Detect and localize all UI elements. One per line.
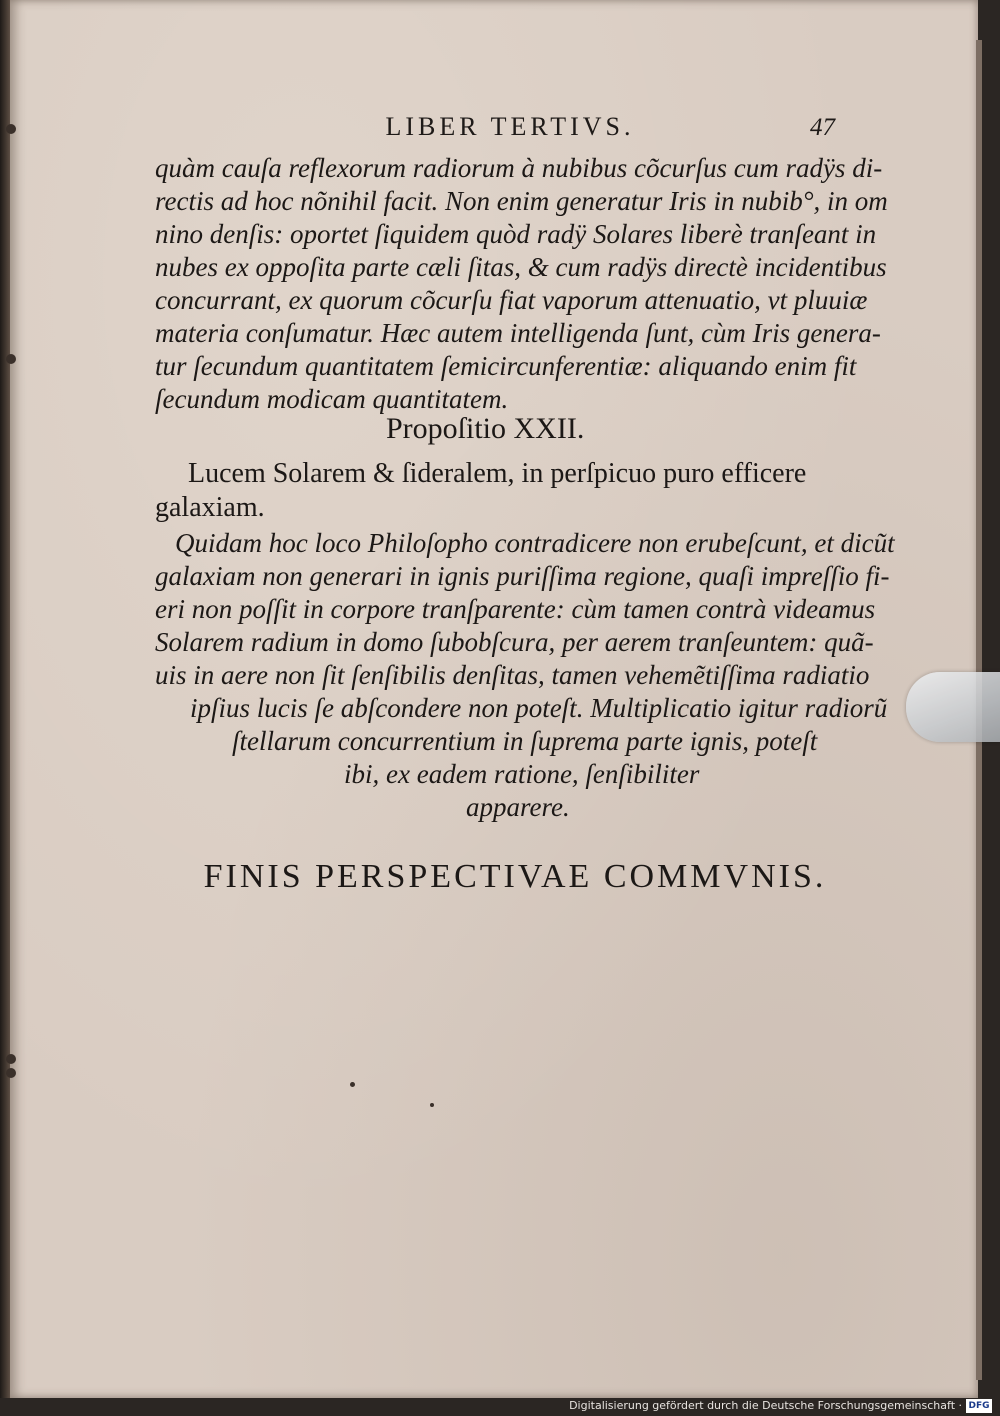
commentary-line: eri non poſſit in corpore tranſparente: cùm tamen contrà videamus [155, 594, 876, 624]
body-line: quàm cauſa reflexorum radiorum à nubibus cõcurſus cum radÿs di- [155, 153, 883, 183]
ink-speck [430, 1103, 434, 1107]
binding-stitch [6, 1068, 16, 1078]
finis-colophon: FINIS PERSPECTIVAE COMMVNIS. [203, 858, 827, 895]
commentary-line: ipſius lucis ſe abſcondere non poteſt. Multiplicatio igitur radiorũ [190, 693, 888, 723]
commentary-line: uis in aere non ſit ſenſibilis denſitas, tamen vehemẽtiſſima radiatio [155, 660, 870, 690]
proposition-title: Propoſitio XXII. [386, 412, 585, 445]
body-line: ſecundum modicam quantitatem. [155, 384, 509, 414]
body-line: nino denſis: oportet ſiquidem quòd radÿ Solares liberè tranſeant in [155, 219, 877, 249]
proposition-statement: galaxiam. [155, 492, 265, 523]
binding-stitch [6, 124, 16, 134]
body-line: materia conſumatur. Hæc autem intelligenda ſunt, cùm Iris genera- [155, 318, 881, 348]
body-line: concurrant, ex quorum cõcurſu fiat vaporum attenuatio, vt pluuiæ [155, 285, 868, 315]
body-line: tur ſecundum quantitatem ſemicircunferentiæ: aliquando enim fit [155, 351, 857, 381]
page-number: 47 [810, 114, 835, 141]
commentary-line: Quidam hoc loco Philoſopho contradicere non erubeſcunt, et dicũt [175, 528, 895, 558]
commentary-line: ſtellarum concurrentium in ſuprema parte ignis, poteſt [232, 726, 818, 756]
funding-credit: Digitalisierung gefördert durch die Deutsche Forschungsgemeinschaft · [569, 1399, 962, 1412]
body-line: rectis ad hoc nõnihil facit. Non enim generatur Iris in nubib°, in om [155, 186, 888, 216]
commentary-line: Solarem radium in domo ſubobſcura, per aerem tranſeuntem: quã- [155, 627, 874, 657]
proposition-statement: Lucem Solarem & ſideralem, in perſpicuo puro efficere [188, 458, 807, 489]
dfg-logo: DFG [966, 1399, 992, 1413]
binding-stitch [6, 1054, 16, 1064]
binding-stitch [6, 354, 16, 364]
commentary-line: ibi, ex eadem ratione, ſenſibiliter [344, 759, 700, 789]
ink-speck [350, 1082, 355, 1087]
page-clip [906, 672, 1000, 742]
commentary-line: apparere. [466, 792, 570, 822]
body-line: nubes ex oppoſita parte cæli ſitas, & cum radÿs directè incidentibus [155, 252, 887, 282]
commentary-line: galaxiam non generari in ignis puriſſima regione, quaſi impreſſio fi- [155, 561, 890, 591]
running-head: LIBER TERTIVS. [385, 112, 635, 141]
